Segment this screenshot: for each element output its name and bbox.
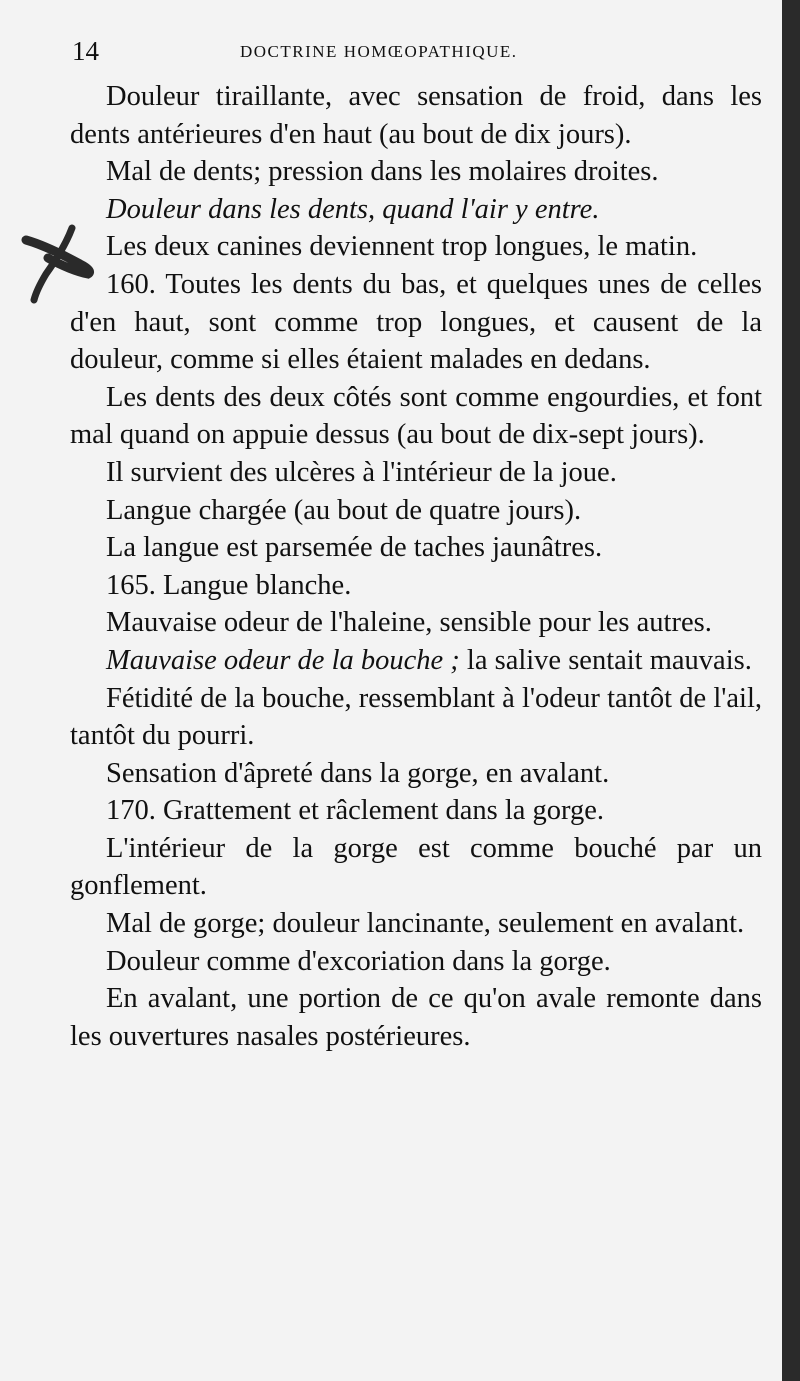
- paragraph: Les dents des deux côtés sont comme engourdies, et font mal quand on appuie dessus (au bout de dix-sept jours).: [70, 381, 762, 451]
- paragraph: 165. Langue blanche.: [106, 569, 352, 601]
- running-title: DOCTRINE HOMŒOPATHIQUE.: [240, 42, 518, 61]
- paragraph: Mal de dents; pression dans les molaires droites.: [106, 156, 659, 188]
- body-text: [70, 78, 762, 1055]
- paragraph: Mauvaise odeur de la bouche ; la salive sentait mauvais.: [106, 644, 752, 676]
- paragraph: Sensation d'âpreté dans la gorge, en avalant.: [106, 757, 610, 789]
- running-header: [66, 36, 760, 70]
- paragraph: 170. Grattement et râclement dans la gorge.: [106, 795, 605, 827]
- page-edge-shadow: [782, 0, 800, 1381]
- paragraph: Fétidité de la bouche, ressemblant à l'odeur tantôt de l'ail, tantôt du pourri.: [70, 682, 762, 752]
- paragraph: En avalant, une portion de ce qu'on avale remonte dans les ouvertures nasales postérieures.: [70, 983, 762, 1052]
- paragraph: Douleur comme d'excoriation dans la gorge.: [106, 945, 611, 977]
- paragraph: L'intérieur de la gorge est comme bouché par un gonflement.: [70, 832, 762, 902]
- paragraph: Douleur tiraillante, avec sensation de froid, dans les dents antérieures d'en haut (au bout de dix jours).: [70, 81, 762, 150]
- paragraph: Il survient des ulcères à l'intérieur de la joue.: [106, 456, 617, 488]
- page-number: 14: [72, 36, 99, 66]
- paragraph: 160. Toutes les dents du bas, et quelques unes de celles d'en haut, sont comme trop longues, et causent de la douleur, comme si elles étaient malades en dedans.: [70, 268, 762, 376]
- paragraph: Mal de gorge; douleur lancinante, seulement en avalant.: [106, 908, 745, 940]
- paragraph: Douleur dans les dents, quand l'air y entre.: [106, 193, 600, 225]
- paragraph: La langue est parsemée de taches jaunâtres.: [106, 532, 603, 564]
- paragraph: Mauvaise odeur de l'haleine, sensible pour les autres.: [106, 607, 712, 639]
- paragraph: Langue chargée (au bout de quatre jours).: [106, 494, 582, 526]
- paragraph: Les deux canines deviennent trop longues, le matin.: [106, 231, 698, 263]
